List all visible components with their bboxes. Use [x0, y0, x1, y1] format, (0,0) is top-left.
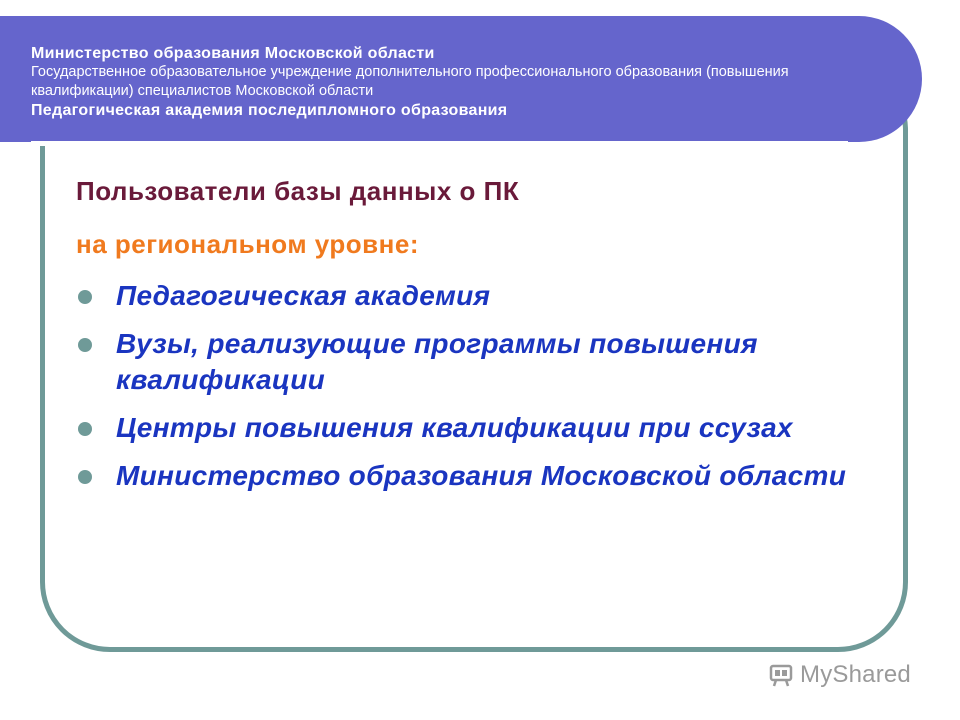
- slide-subtitle: на региональном уровне:: [76, 229, 419, 259]
- list-item: [76, 326, 896, 398]
- list-item: [76, 458, 896, 494]
- slide-content: [76, 176, 896, 506]
- list-item-text: Педагогическая академия: [116, 280, 491, 311]
- bullet-icon: [78, 290, 92, 304]
- list-item-text: Вузы, реализующие программы повышения квалификации: [116, 328, 758, 395]
- list-item-text: Центры повышения квалификации при ссузах: [116, 412, 793, 443]
- slide-title: Пользователи базы данных о ПК: [76, 176, 520, 206]
- header-underline: [31, 141, 848, 146]
- bullet-list: [76, 278, 896, 494]
- watermark-text: MyShared: [800, 661, 911, 688]
- slide-header: [0, 16, 922, 142]
- header-text: [31, 44, 851, 120]
- header-academy: Педагогическая академия последипломного образования: [31, 102, 508, 119]
- header-institution: Государственное образовательное учреждение дополнительного профессионального образования (повышения квалификации) специалистов Московской области: [31, 64, 789, 99]
- list-item-text: Министерство образования Московской области: [116, 460, 847, 491]
- bullet-icon: [78, 338, 92, 352]
- list-item: [76, 278, 896, 314]
- list-item: [76, 410, 896, 446]
- header-ministry: Министерство образования Московской области: [31, 45, 435, 62]
- bullet-icon: [78, 422, 92, 436]
- watermark: [768, 660, 928, 690]
- presentation-board-icon: [768, 662, 794, 688]
- bullet-icon: [78, 470, 92, 484]
